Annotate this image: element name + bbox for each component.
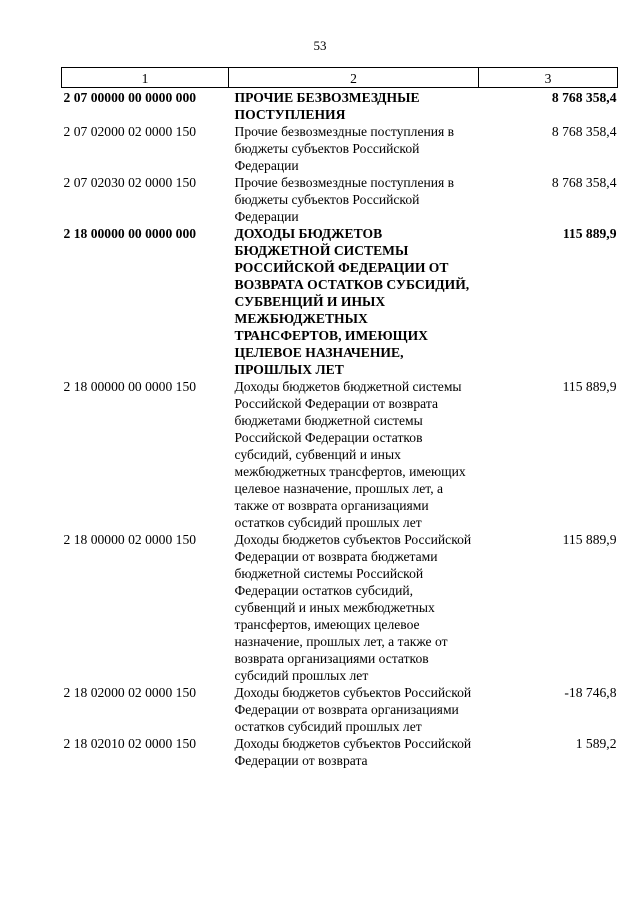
page-number: 53 [313,38,327,53]
revenue-amount: -18 746,8 [564,685,617,700]
table-row [62,174,618,225]
revenue-code: 2 18 00000 00 0000 000 [63,226,197,241]
revenue-name: Доходы бюджетов бюджетной системы Российской Федерации от возврата бюджетами бюджетной системы Российской Федерации остатков субсидий, субвенций и иных межбюджетных трансфертов, имеющих целевое назначение, прошлых лет, а также от возврата организациями остатков субсидий прошлых лет [234,379,466,530]
table-row [62,123,618,174]
revenue-code: 2 18 00000 02 0000 150 [63,532,197,547]
revenue-code: 2 07 02000 02 0000 150 [63,124,197,139]
table-row [62,225,618,378]
column-header-code: 1 [62,68,229,88]
column-header-name: 2 [229,68,479,88]
revenue-amount: 8 768 358,4 [551,124,617,139]
budget-revenue-table [61,67,618,769]
header-row [62,68,618,88]
revenue-amount: 115 889,9 [562,379,617,394]
table-header [62,68,618,88]
revenue-code: 2 18 00000 00 0000 150 [63,379,197,394]
column-header-amount: 3 [479,68,618,88]
table-body [62,88,618,770]
revenue-amount: 115 889,9 [562,226,617,241]
revenue-code: 2 07 02030 02 0000 150 [63,175,197,190]
table-row [62,531,618,684]
table-row [62,378,618,531]
revenue-name: Доходы бюджетов субъектов Российской Федерации от возврата [234,736,472,768]
revenue-amount: 8 768 358,4 [551,90,617,105]
table-row [62,735,618,769]
table-row [62,88,618,124]
revenue-code: 2 07 00000 00 0000 000 [63,90,197,105]
revenue-name: Доходы бюджетов субъектов Российской Федерации от возврата организациями остатков субсидий прошлых лет [234,685,472,734]
revenue-name: Доходы бюджетов субъектов Российской Федерации от возврата бюджетами бюджетной системы Российской Федерации остатков субсидий, субвенций и иных межбюджетных трансфертов, имеющих целевое назначение, прошлых лет, а также от возврата организациями остатков субсидий прошлых лет [234,532,472,683]
revenue-name: Прочие безвозмездные поступления в бюджеты субъектов Российской Федерации [234,124,455,173]
revenue-amount: 8 768 358,4 [551,175,617,190]
revenue-name: Прочие безвозмездные поступления в бюджеты субъектов Российской Федерации [234,175,455,224]
revenue-code: 2 18 02000 02 0000 150 [63,685,197,700]
table-row [62,684,618,735]
revenue-amount: 115 889,9 [562,532,617,547]
revenue-name: ПРОЧИЕ БЕЗВОЗМЕЗДНЫЕ ПОСТУПЛЕНИЯ [234,90,420,122]
revenue-name: ДОХОДЫ БЮДЖЕТОВ БЮДЖЕТНОЙ СИСТЕМЫ РОССИЙСКОЙ ФЕДЕРАЦИИ ОТ ВОЗВРАТА ОСТАТКОВ СУБСИДИЙ, СУБВЕНЦИЙ И ИНЫХ МЕЖБЮДЖЕТНЫХ ТРАНСФЕРТОВ, ИМЕЮЩИХ ЦЕЛЕВОЕ НАЗНАЧЕНИЕ, ПРОШЛЫХ ЛЕТ [234,226,470,377]
revenue-amount: 1 589,2 [575,736,617,751]
revenue-code: 2 18 02010 02 0000 150 [63,736,197,751]
